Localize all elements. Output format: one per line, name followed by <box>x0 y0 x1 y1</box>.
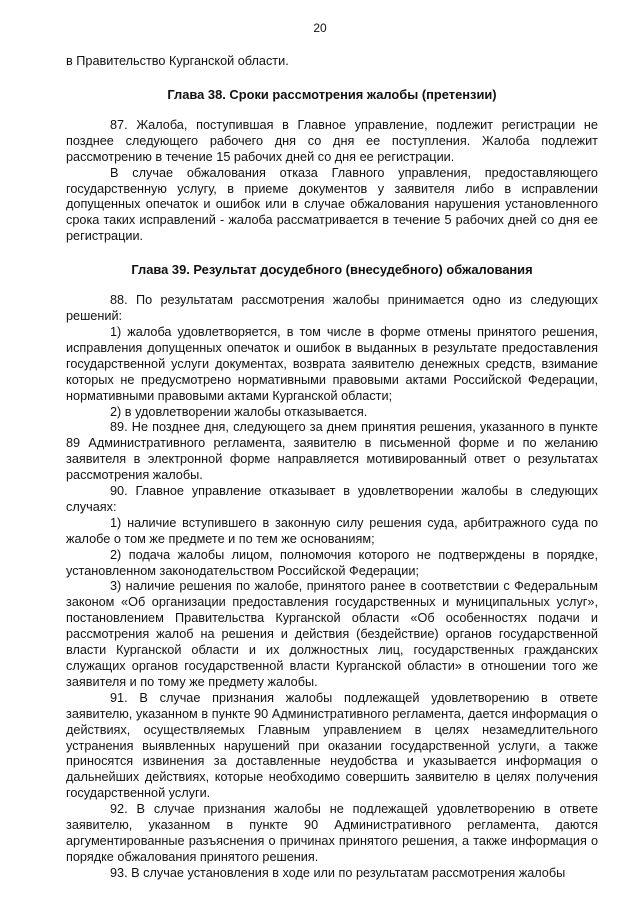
paragraph-93: 93. В случае установления в ходе или по результатам рассмотрения жалобы <box>110 865 566 880</box>
paragraph-90: 90. Главное управление отказывает в удовлетворении жалобы в следующих случаях: <box>66 484 598 514</box>
page-number: 20 <box>313 21 327 35</box>
document-body <box>66 54 598 882</box>
paragraph-90-item-1: 1) наличие вступившего в законную силу решения суда, арбитражного суда по жалобе о том же предмете и по тем же основаниям; <box>66 515 598 546</box>
paragraph-91: 91. В случае признания жалобы подлежащей удовлетворению в ответе заявителю, указанном в пункте 90 Административного регламента, дается информация о действиях, осуществляемых Главным управлением в целях незамедлительного устранения выявленных нарушений при оказании государственной услуги, а также приносятся извинения за доставленные неудобства и указывается информация о дальнейших действиях, которые необходимо совершить заявителю в целях получения государственной услуги. <box>66 690 598 801</box>
paragraph-88: 88. По результатам рассмотрения жалобы принимается одно из следующих решений: <box>66 293 598 324</box>
paragraph-90-item-2: 2) подача жалобы лицом, полномочия которого не подтверждены в порядке, установленном законодательством Российской Федерации; <box>66 547 598 578</box>
paragraph-87: 87. Жалоба, поступившая в Главное управление, подлежит регистрации не позднее следующего рабочего дня со дня ее поступления. Жалоба подлежит рассмотрению в течение 15 рабочих дней со дня ее регистрации. <box>66 117 598 164</box>
intro-line: в Правительство Курганской области. <box>66 54 289 68</box>
paragraph-89: 89. Не позднее дня, следующего за днем принятия решения, указанного в пункте 89 Административного регламента, заявителю в письменной форме и по желанию заявителя в электронной форме направляется мотивированный ответ о результатах рассмотрения жалобы. <box>66 420 598 483</box>
paragraph-90-item-3: 3) наличие решения по жалобе, принятого ранее в соответствии с Федеральным законом «Об организации предоставления государственных и муниципальных услуг», постановлением Правительства Курганской области «Об особенностях подачи и рассмотрения жалоб на решения и действия (бездействие) органов государственной власти Курганской области и их должностных лиц, государственных гражданских служащих органов государственной власти Курганской области» в отношении того же заявителя и по тому же предмету жалобы. <box>66 579 598 689</box>
paragraph-87-appeal-refusal: В случае обжалования отказа Главного управления, предоставляющего государственную услугу, в приеме документов у заявителя либо в исправлении допущенных опечаток и ошибок или в случае обжалования нарушения установленного срока таких исправлений - жалоба рассматривается в течение 5 рабочих дней со дня ее регистрации. <box>66 165 598 244</box>
paragraph-88-item-1: 1) жалоба удовлетворяется, в том числе в форме отмены принятого решения, исправления допущенных опечаток и ошибок в выданных в результате предоставления государственной услуги документах, возврата заявителю денежных средств, взимание которых не предусмотрено нормативными правовыми актами Российской Федерации, нормативными правовыми актами Курганской области; <box>66 324 598 403</box>
chapter-38-heading: Глава 38. Сроки рассмотрения жалобы (претензии) <box>167 86 497 102</box>
paragraph-92: 92. В случае признания жалобы не подлежащей удовлетворению в ответе заявителю, указанном в пункте 90 Административного регламента, даются аргументированные разъяснения о причинах принятого решения, а также информация о порядке обжалования принятого решения. <box>66 802 598 864</box>
chapter-39-heading: Глава 39. Результат досудебного (внесудебного) обжалования <box>131 262 533 278</box>
paragraph-88-item-2: 2) в удовлетворении жалобы отказывается. <box>110 404 368 419</box>
